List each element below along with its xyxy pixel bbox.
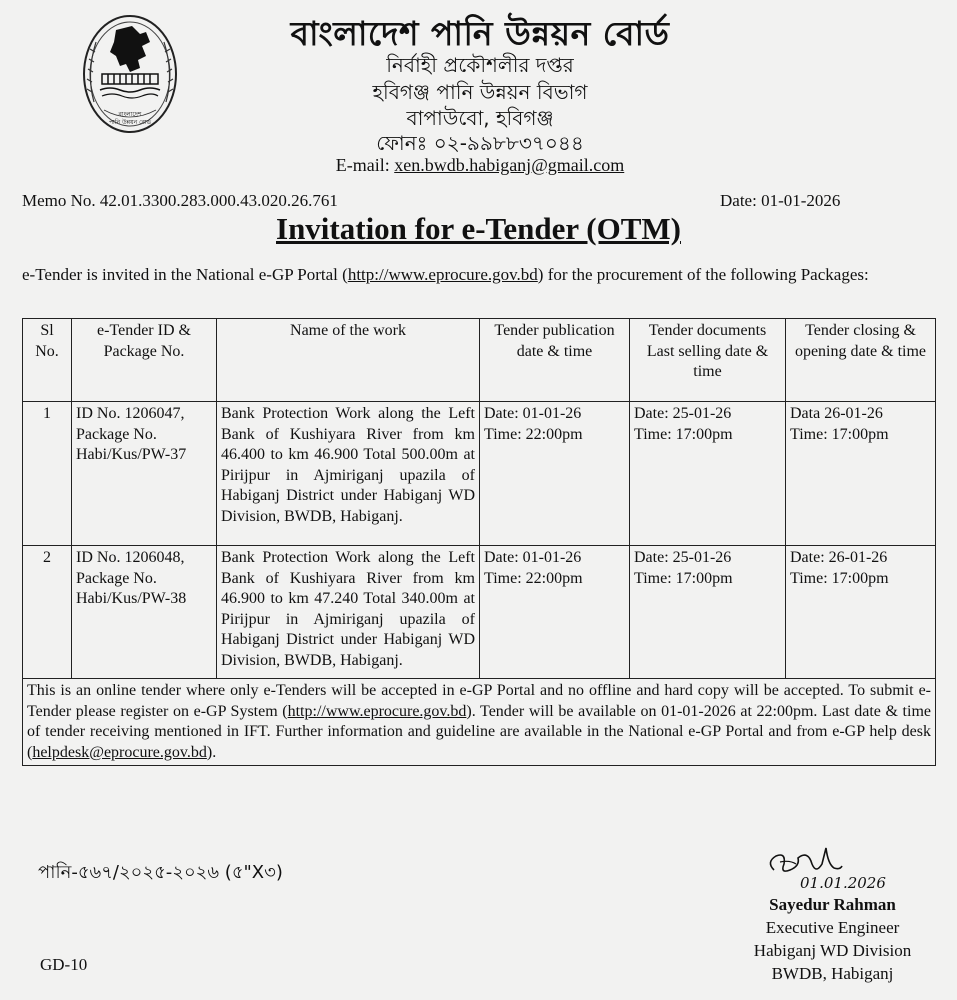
note-text-3: ). — [206, 743, 217, 761]
header-work: Name of the work — [217, 319, 480, 402]
note-text-1: This is an online tender where only e-Tenders will be accepted in e-GP Portal and no offline and hard copy will be accepted. To submit e-Tender please register on e-GP System ( — [27, 682, 931, 720]
signer-title: Executive Engineer — [765, 918, 900, 937]
notice-date: Date: 01-01-2026 — [720, 191, 841, 210]
egp-system-link[interactable]: http://www.eprocure.gov.bd — [287, 702, 467, 720]
pub-time: Time: 22:00pm — [484, 569, 583, 587]
close-date: Data 26-01-26 — [790, 405, 883, 422]
header-closing: Tender closing & opening date & time — [786, 319, 936, 402]
table-header-row — [23, 319, 936, 402]
pub-date: Date: 01-01-26 — [484, 405, 582, 422]
cell-closing — [786, 546, 936, 679]
pub-time: Time: 22:00pm — [484, 425, 583, 443]
intro-text-2: ) for the procurement of the following Packages: — [537, 265, 869, 284]
phone-line: ফোনঃ ০২-৯৯৮৮৩৭০৪৪ — [376, 131, 584, 155]
table-note-row — [23, 679, 936, 766]
cell-closing — [786, 402, 936, 546]
cell-sl: 1 — [23, 402, 72, 546]
svg-text:বাংলাদেশ: বাংলাদেশ — [118, 111, 142, 118]
header-selling: Tender documents Last selling date & time — [630, 319, 786, 402]
bwdb-logo-icon — [80, 12, 180, 144]
close-date: Date: 26-01-26 — [790, 549, 888, 566]
sell-time: Time: 17:00pm — [634, 425, 733, 443]
division-line: হবিগঞ্জ পানি উন্নয়ন বিভাগ — [372, 80, 588, 104]
cell-sl: 2 — [23, 546, 72, 679]
tender-table — [22, 318, 936, 766]
cell-selling — [630, 402, 786, 546]
cell-publication — [480, 402, 630, 546]
memo-number: Memo No. 42.01.3300.283.000.43.020.26.761 — [22, 191, 338, 210]
cell-publication — [480, 546, 630, 679]
cell-work: Bank Protection Work along the Left Bank of Kushiyara River from km 46.400 to km 46.900 Total 500.00m at Pirijpur in Ajmiriganj upazila of Habiganj District under Habiganj WD Division, BWDB, Habiganj. — [217, 402, 480, 546]
reference-number: পানি-৫৬৭/২০২৫-২০২৬ (৫"X৩) — [38, 862, 283, 883]
sell-time: Time: 17:00pm — [634, 569, 733, 587]
svg-text:পানি উন্নয়ন বোর্ড: পানি উন্নয়ন বোর্ড — [108, 119, 152, 126]
office-line: নির্বাহী প্রকৌশলীর দপ্তর — [386, 53, 574, 77]
cell-package: ID No. 1206048, Package No. Habi/Kus/PW-38 — [72, 546, 217, 679]
tender-note — [23, 679, 936, 766]
signer-office: BWDB, Habiganj — [771, 964, 894, 983]
table-row — [23, 546, 936, 679]
email-line — [230, 155, 730, 176]
signer-name: Sayedur Rahman — [769, 895, 896, 914]
signer-division: Habiganj WD Division — [753, 941, 912, 960]
location-line: বাপাউবো, হবিগঞ্জ — [406, 106, 554, 130]
table-row — [23, 402, 936, 546]
note-text-2: ). Tender will be available on 01-01-2026 at 22:00pm. Last date & time of tender receiving mentioned in IFT. Further information and guideline are available in the National e-GP Portal and from e-GP help desk ( — [27, 702, 931, 761]
intro-paragraph — [22, 264, 935, 285]
header-package: e-Tender ID & Package No. — [72, 319, 217, 402]
org-name: বাংলাদেশ পানি উন্নয়ন বোর্ড — [290, 14, 670, 53]
intro-text-1: e-Tender is invited in the National e-GP Portal ( — [22, 265, 348, 284]
egp-portal-link[interactable]: http://www.eprocure.gov.bd — [347, 265, 538, 284]
header-sl: Sl No. — [23, 319, 72, 402]
close-time: Time: 17:00pm — [790, 569, 889, 587]
cell-work: Bank Protection Work along the Left Bank of Kushiyara River from km 46.900 to km 47.240 Total 340.00m at Pirijpur in Ajmiriganj upazila of Habiganj District under Habiganj WD Division, BWDB, Habiganj. — [217, 546, 480, 679]
sell-date: Date: 25-01-26 — [634, 549, 732, 566]
pub-date: Date: 01-01-26 — [484, 549, 582, 566]
sell-date: Date: 25-01-26 — [634, 405, 732, 422]
notice-title: Invitation for e-Tender (OTM) — [276, 211, 681, 246]
signature-date: 01.01.2026 — [800, 874, 886, 892]
close-time: Time: 17:00pm — [790, 425, 889, 443]
header-publication: Tender publication date & time — [480, 319, 630, 402]
email-link[interactable]: xen.bwdb.habiganj@gmail.com — [394, 155, 625, 175]
gd-number: GD-10 — [40, 955, 88, 974]
email-label: E-mail: — [335, 155, 395, 175]
cell-selling — [630, 546, 786, 679]
helpdesk-email-link[interactable]: helpdesk@eprocure.gov.bd — [32, 743, 207, 761]
cell-package: ID No. 1206047, Package No. Habi/Kus/PW-37 — [72, 402, 217, 546]
